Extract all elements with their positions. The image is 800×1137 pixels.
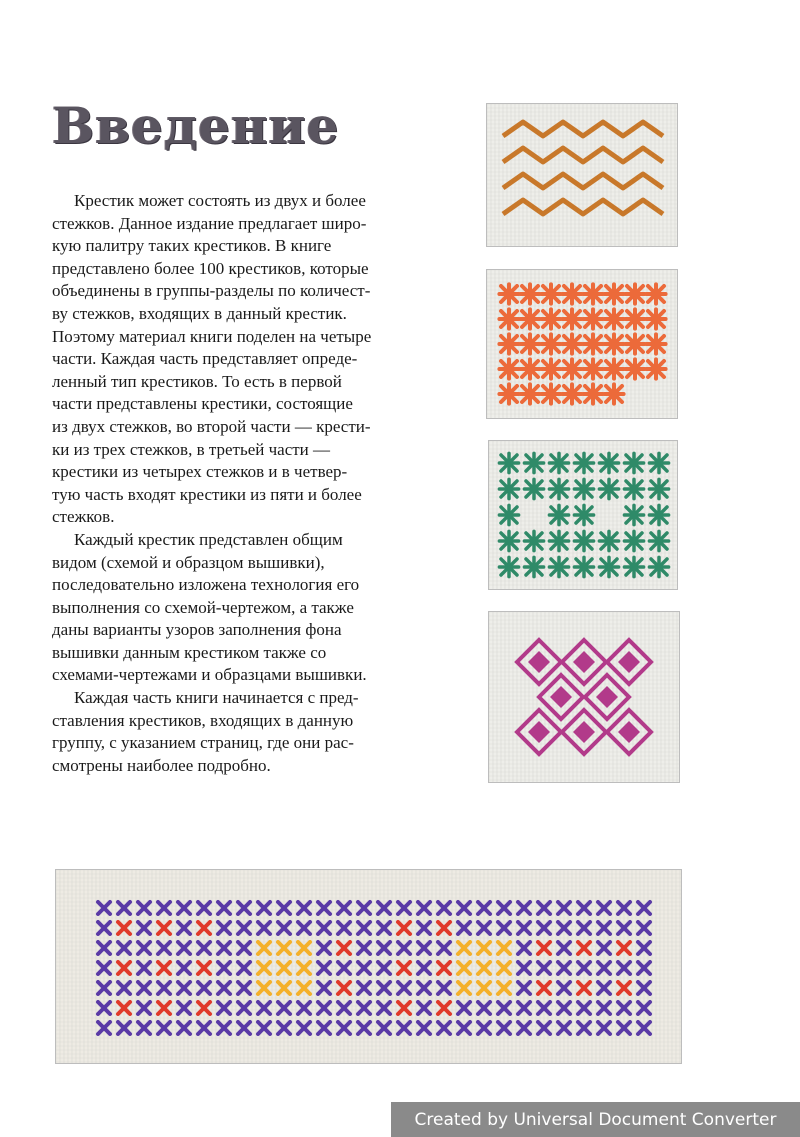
body-text — [52, 190, 462, 777]
embroidery-image — [489, 612, 679, 782]
text-line: стежков. — [52, 507, 115, 527]
page-title: Введение — [52, 96, 340, 155]
text-line: Поэтому материал книги поделен на четыре — [52, 326, 372, 346]
swatch-green-stars — [488, 440, 678, 590]
text-line: части. Каждая часть представляет опреде- — [52, 349, 358, 369]
text-line: даны варианты узоров заполнения фона — [52, 620, 342, 640]
text-line: Каждая часть книги начинается с пред- — [74, 688, 359, 708]
swatch-coral-grid — [486, 269, 678, 419]
paragraph-3 — [52, 687, 462, 777]
swatch-magenta-diamonds — [488, 611, 680, 783]
paragraph-1 — [52, 190, 462, 529]
paragraph-2 — [52, 529, 462, 687]
text-line: представлено более 100 крестиков, которые — [52, 258, 369, 278]
text-line: смотрены наиболее подробно. — [52, 755, 271, 775]
embroidery-image — [487, 270, 677, 418]
text-line: из двух стежков, во второй части — крести- — [52, 416, 371, 436]
embroidery-image — [489, 441, 677, 589]
text-line: Крестик может состоять из двух и более — [74, 191, 366, 210]
text-line: ки из трех стежков, в третьей части — — [52, 439, 331, 459]
text-line: объединены в группы-разделы по количест- — [52, 281, 371, 301]
text-line: кую палитру таких крестиков. В книге — [52, 236, 332, 256]
text-line: видом (схемой и образцом вышивки), — [52, 552, 325, 572]
text-line: ставления крестиков, входящих в данную — [52, 710, 354, 730]
text-line: тую часть входят крестики из пяти и более — [52, 484, 362, 504]
text-line: вышивки данным крестиком также со — [52, 642, 327, 662]
text-line: части представлены крестики, состоящие — [52, 394, 353, 414]
swatch-orange-zigzag — [486, 103, 678, 247]
text-line: выполнения со схемой-чертежом, а также — [52, 597, 354, 617]
text-line: стежков. Данное издание предлагает широ- — [52, 213, 367, 233]
text-line: ву стежков, входящих в данный крестик. — [52, 303, 347, 323]
text-line: последовательно изложена технология его — [52, 575, 360, 595]
text-line: ленный тип крестиков. То есть в первой — [52, 371, 342, 391]
embroidery-image — [487, 104, 677, 246]
text-line: крестики из четырех стежков и в четвер- — [52, 462, 348, 482]
text-line: схемами-чертежами и образцами вышивки. — [52, 665, 367, 685]
watermark-banner: Created by Universal Document Converter — [391, 1102, 800, 1137]
swatch-border-band — [55, 869, 682, 1064]
embroidery-image — [56, 870, 681, 1063]
text-line: Каждый крестик представлен общим — [74, 529, 343, 549]
text-line: группу, с указанием страниц, где они рас- — [52, 733, 354, 753]
